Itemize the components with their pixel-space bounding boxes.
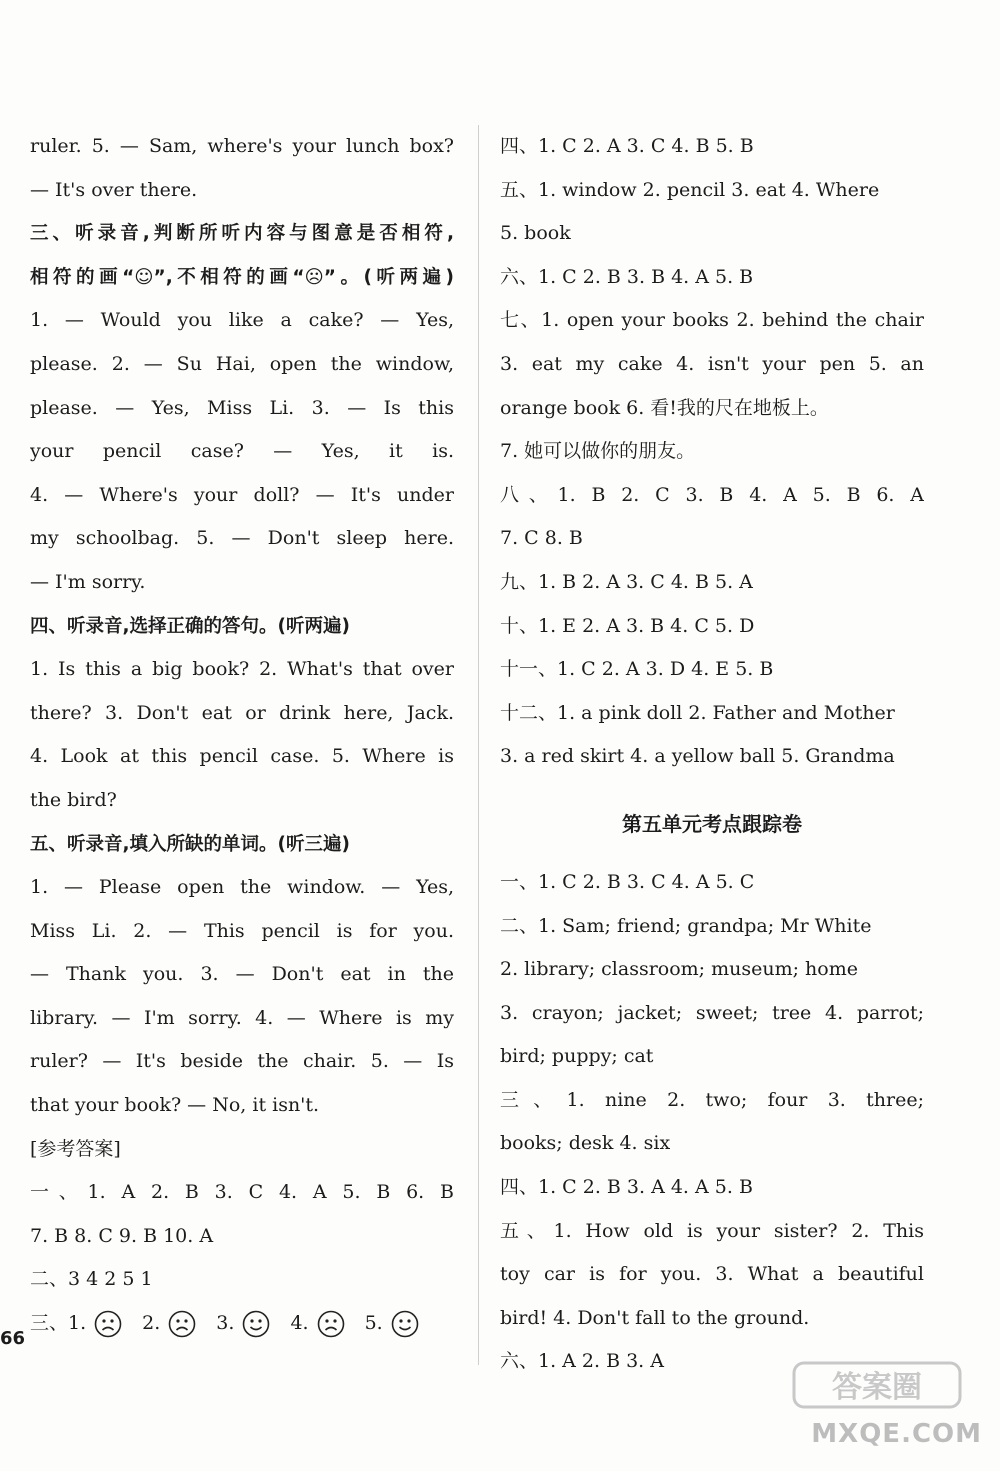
text-line: 4. Look at this pencil case. 5. Where is — [30, 745, 454, 768]
text-line: please. — Yes, Miss Li. 3. — Is this — [30, 396, 454, 419]
answer-line: 四、1. C 2. A 3. C 4. B 5. B — [500, 135, 754, 157]
face-answer-number: 2. — [142, 1312, 161, 1335]
answer-line: 九、1. B 2. A 3. C 4. B 5. A — [500, 570, 753, 593]
face-answer-number: 1. — [68, 1312, 87, 1335]
answer-line: 3. a red skirt 4. a yellow ball 5. Grandma — [500, 745, 895, 768]
answer-line: 二、1. Sam; friend; grandpa; Mr White — [500, 914, 872, 937]
svg-text:答案圈: 答案圈 — [832, 1370, 922, 1405]
text-line: the bird? — [30, 788, 117, 811]
text-line: my schoolbag. 5. — Don't sleep here. — [30, 527, 454, 550]
face-answer-number: 3. — [216, 1312, 235, 1335]
answer-line: 3. crayon; jacket; sweet; tree 4. parrot; — [500, 1001, 924, 1024]
text-line: — Thank you. 3. — Don't eat in the — [30, 963, 454, 986]
left-column — [30, 125, 454, 1346]
answer-key-label: [参考答案] — [30, 1137, 121, 1160]
text-line: 1. — Would you like a cake? — Yes, — [30, 309, 454, 332]
text-line: 4. — Where's your doll? — It's under — [30, 483, 454, 506]
answer-line: bird! 4. Don't fall to the ground. — [500, 1306, 810, 1329]
watermark — [782, 1359, 982, 1449]
text-line: ruler. 5. — Sam, where's your lunch box? — [30, 135, 454, 157]
sad-face-icon — [94, 1310, 122, 1338]
watermark-text: MXQE.COM — [811, 1419, 982, 1449]
face-answers-prefix: 三、 — [30, 1312, 69, 1335]
answer-line: 五、1. How old is your sister? 2. This — [500, 1219, 924, 1242]
face-answer-2 — [142, 1302, 196, 1346]
text-line: please. 2. — Su Hai, open the window, — [30, 352, 454, 375]
face-answer-1 — [68, 1302, 122, 1346]
text-line: that your book? — No, it isn't. — [30, 1094, 320, 1117]
answer-line: books; desk 4. six — [500, 1132, 671, 1155]
answer-line: 7. 她可以做你的朋友。 — [500, 440, 696, 463]
answer-line: 一、1. C 2. B 3. C 4. A 5. C — [500, 870, 755, 893]
text-line: library. — I'm sorry. 4. — Where is my — [30, 1006, 454, 1029]
answer-line: 十一、1. C 2. A 3. D 4. E 5. B — [500, 658, 774, 681]
text-line: your pencil case? — Yes, it is. — [30, 440, 454, 463]
answer-line: 五、1. window 2. pencil 3. eat 4. Where — [500, 178, 880, 201]
section-heading: 四、听录音,选择正确的答句。(听两遍) — [30, 615, 350, 637]
happy-face-icon — [242, 1310, 270, 1338]
answer-line: 二、3 4 2 5 1 — [30, 1268, 153, 1291]
face-answer-number: 4. — [290, 1312, 309, 1335]
answer-line: 5. book — [500, 222, 571, 245]
answer-line: 十二、1. a pink doll 2. Father and Mother — [500, 701, 895, 724]
answer-line: orange book 6. 看!我的尺在地板上。 — [500, 396, 829, 419]
answer-line: 2. library; classroom; museum; home — [500, 958, 858, 981]
section-heading: 三、听录音,判断所听内容与图意是否相符, — [30, 223, 454, 245]
face-answer-5 — [365, 1302, 419, 1346]
text-line: — It's over there. — [30, 178, 198, 201]
answer-line: 七、1. open your books 2. behind the chair — [500, 309, 924, 332]
answer-line: bird; puppy; cat — [500, 1045, 654, 1068]
answer-line: 3. eat my cake 4. isn't your pen 5. an — [500, 352, 924, 375]
sad-face-icon — [168, 1310, 196, 1338]
text-line: — I'm sorry. — [30, 570, 146, 593]
sad-face-icon — [317, 1310, 345, 1338]
face-answer-number: 5. — [364, 1312, 383, 1335]
text-line: there? 3. Don't eat or drink here, Jack. — [30, 701, 454, 724]
answer-line: 7. C 8. B — [500, 527, 583, 550]
column-divider — [478, 125, 479, 1365]
answer-line: toy car is for you. 3. What a beautiful — [500, 1263, 924, 1286]
right-column — [500, 125, 924, 1384]
section-title: 第五单元考点跟踪卷 — [622, 811, 802, 836]
face-answer-3 — [216, 1302, 270, 1346]
answer-line: 八、1. B 2. C 3. B 4. A 5. B 6. A — [500, 483, 924, 506]
face-answers-row — [30, 1302, 454, 1346]
answer-line: 7. B 8. C 9. B 10. A — [30, 1224, 214, 1247]
watermark-logo-icon — [792, 1359, 962, 1411]
section-heading: 五、听录音,填入所缺的单词。(听三遍) — [30, 833, 350, 855]
answer-line: 十、1. E 2. A 3. B 4. C 5. D — [500, 614, 755, 637]
answer-line: 四、1. C 2. B 3. A 4. A 5. B — [500, 1176, 753, 1199]
text-line: 1. Is this a big book? 2. What's that over — [30, 658, 454, 681]
page-number: 66 — [0, 1328, 26, 1349]
text-line: ruler? — It's beside the chair. 5. — Is — [30, 1050, 454, 1073]
answer-line: 一、1. A 2. B 3. C 4. A 5. B 6. B — [30, 1181, 454, 1204]
section-heading: 相符的画“☺”,不相符的画“☹”。(听两遍) — [30, 266, 454, 288]
answer-line: 六、1. C 2. B 3. B 4. A 5. B — [500, 265, 754, 288]
answer-line: 三、1. nine 2. two; four 3. three; — [500, 1088, 924, 1111]
face-answer-4 — [290, 1302, 344, 1346]
answer-line: 六、1. A 2. B 3. A — [500, 1350, 664, 1373]
text-line: 1. — Please open the window. — Yes, — [30, 876, 454, 899]
text-line: Miss Li. 2. — This pencil is for you. — [30, 919, 454, 942]
happy-face-icon — [391, 1310, 419, 1338]
